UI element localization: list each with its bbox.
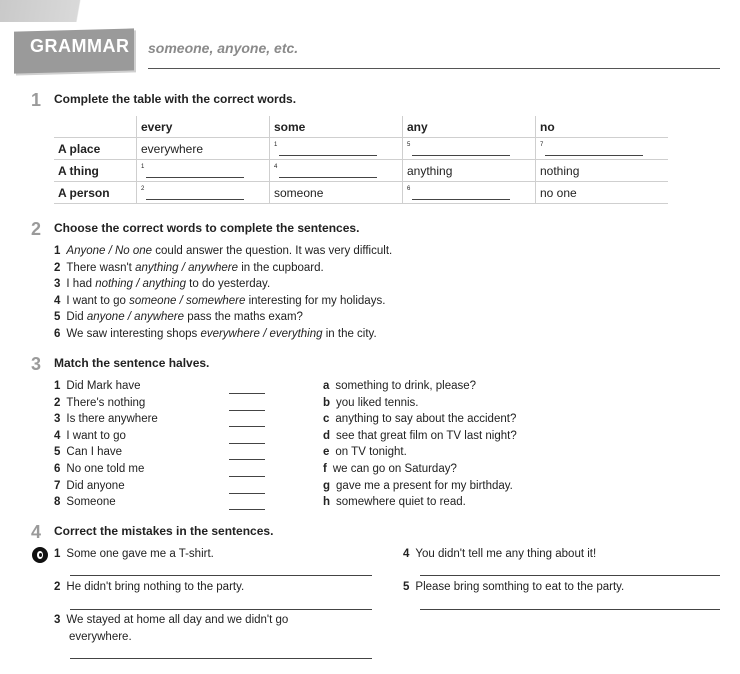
list-item xyxy=(54,446,122,458)
item-letter: f xyxy=(323,463,327,475)
list-item xyxy=(54,548,214,560)
sentence-start: There's nothing xyxy=(66,397,146,409)
list-item xyxy=(54,278,270,290)
item-number: 8 xyxy=(54,496,61,508)
list-item xyxy=(323,496,466,508)
answer-line[interactable] xyxy=(420,609,720,610)
item-text-after: could answer the question. It was very difficult. xyxy=(152,245,393,257)
item-number: 5 xyxy=(403,581,410,593)
match-blank[interactable] xyxy=(229,443,265,444)
item-number: 4 xyxy=(403,548,410,560)
gap-cell[interactable] xyxy=(403,182,536,204)
match-blank[interactable] xyxy=(229,426,265,427)
item-number: 5 xyxy=(54,311,61,323)
table-cell: no one xyxy=(536,182,669,204)
item-number: 7 xyxy=(54,480,61,492)
row-label: A thing xyxy=(54,160,137,182)
answer-line[interactable] xyxy=(70,575,372,576)
gap-cell[interactable] xyxy=(137,160,270,182)
exercise-2-title: Choose the correct words to complete the sentences. xyxy=(54,221,360,235)
list-item xyxy=(323,413,516,425)
col-no: no xyxy=(536,116,669,138)
item-letter: b xyxy=(323,397,331,409)
list-item xyxy=(54,380,141,392)
item-letter: h xyxy=(323,496,331,508)
choice-options[interactable]: anyone / anywhere xyxy=(86,311,185,323)
choice-options[interactable]: everywhere / everything xyxy=(200,328,323,340)
sentence-start: Is there anywhere xyxy=(66,413,158,425)
list-item xyxy=(323,480,513,492)
answer-line[interactable] xyxy=(70,658,372,659)
gap-cell[interactable] xyxy=(270,160,403,182)
sentence-start: Did anyone xyxy=(66,480,125,492)
sentence-end: on TV tonight. xyxy=(335,446,407,458)
item-text-after: interesting for my holidays. xyxy=(245,295,386,307)
sentence-end: something to drink, please? xyxy=(335,380,477,392)
sentence-text: Please bring somthing to eat to the party. xyxy=(415,581,625,593)
gap-number: 1 xyxy=(274,141,278,148)
sentence-text: We stayed at home all day and we didn't go xyxy=(66,614,289,626)
match-blank[interactable] xyxy=(229,459,265,460)
item-number: 6 xyxy=(54,463,61,475)
answer-blank[interactable] xyxy=(146,189,244,200)
item-text-before: There wasn't xyxy=(66,262,136,274)
table-cell: everywhere xyxy=(137,138,270,160)
sentence-end: anything to say about the accident? xyxy=(335,413,517,425)
gap-number: 4 xyxy=(274,163,278,170)
list-item xyxy=(54,295,385,307)
choice-options[interactable]: anything / anywhere xyxy=(135,262,239,274)
sentence-start: Can I have xyxy=(66,446,123,458)
item-number: 3 xyxy=(54,413,61,425)
sentence-text: You didn't tell me any thing about it! xyxy=(415,548,597,560)
list-item xyxy=(323,463,457,475)
choice-options[interactable]: someone / somewhere xyxy=(129,295,246,307)
choice-options[interactable]: Anyone / No one xyxy=(66,245,153,257)
list-item xyxy=(323,430,517,442)
table-row xyxy=(54,182,668,204)
word-table xyxy=(54,116,668,204)
gap-number: 7 xyxy=(540,141,544,148)
answer-blank[interactable] xyxy=(412,189,510,200)
list-item xyxy=(54,480,125,492)
list-item xyxy=(403,548,596,560)
item-number: 1 xyxy=(54,548,61,560)
item-letter: c xyxy=(323,413,330,425)
answer-blank[interactable] xyxy=(279,145,377,156)
answer-blank[interactable] xyxy=(279,167,377,178)
gap-number: 5 xyxy=(407,141,411,148)
gap-cell[interactable] xyxy=(137,182,270,204)
col-any: any xyxy=(403,116,536,138)
gap-number: 2 xyxy=(141,185,145,192)
sentence-start: I want to go xyxy=(66,430,126,442)
match-blank[interactable] xyxy=(229,476,265,477)
list-item xyxy=(54,262,324,274)
answer-line[interactable] xyxy=(420,575,720,576)
table-header-row xyxy=(54,116,668,138)
item-number: 5 xyxy=(54,446,61,458)
list-item xyxy=(323,397,419,409)
answer-blank[interactable] xyxy=(146,167,244,178)
sentence-continuation: everywhere. xyxy=(69,631,132,643)
list-item xyxy=(54,311,303,323)
list-item xyxy=(54,397,145,409)
item-number: 4 xyxy=(54,430,61,442)
table-cell: anything xyxy=(403,160,536,182)
answer-line[interactable] xyxy=(70,609,372,610)
list-item xyxy=(54,496,116,508)
list-item xyxy=(323,446,407,458)
item-letter: e xyxy=(323,446,330,458)
exercise-4-number: 4 xyxy=(31,522,42,542)
sentence-start: Did Mark have xyxy=(66,380,141,392)
col-every: every xyxy=(137,116,270,138)
sentence-end: gave me a present for my birthday. xyxy=(336,480,513,492)
item-number: 2 xyxy=(54,262,61,274)
item-letter: d xyxy=(323,430,331,442)
exercise-4-title: Correct the mistakes in the sentences. xyxy=(54,524,274,538)
page-corner-shade xyxy=(0,0,110,22)
match-blank[interactable] xyxy=(229,493,265,494)
list-item xyxy=(54,245,392,257)
table-cell: someone xyxy=(270,182,403,204)
item-number: 1 xyxy=(54,380,61,392)
answer-blank[interactable] xyxy=(412,145,510,156)
sentence-end: you liked tennis. xyxy=(336,397,419,409)
match-blank[interactable] xyxy=(229,393,265,394)
item-number: 2 xyxy=(54,581,61,593)
item-number: 4 xyxy=(54,295,61,307)
choice-options[interactable]: nothing / anything xyxy=(95,278,186,290)
section-label: GRAMMAR xyxy=(30,36,130,56)
answer-blank[interactable] xyxy=(545,145,643,156)
sentence-text: He didn't bring nothing to the party. xyxy=(66,581,245,593)
item-text-before: We saw interesting shops xyxy=(66,328,201,340)
sentence-start: Someone xyxy=(66,496,116,508)
list-item xyxy=(323,380,476,392)
item-text-before: I want to go xyxy=(66,295,130,307)
match-blank[interactable] xyxy=(229,410,265,411)
item-number: 3 xyxy=(54,278,61,290)
list-item xyxy=(54,614,288,626)
row-label: A person xyxy=(54,182,137,204)
table-row xyxy=(54,138,668,160)
topic-underline xyxy=(148,68,720,69)
list-item xyxy=(54,581,244,593)
sentence-text: Some one gave me a T-shirt. xyxy=(66,548,214,560)
gap-cell[interactable] xyxy=(270,138,403,160)
list-item xyxy=(54,328,377,340)
list-item xyxy=(403,581,624,593)
list-item xyxy=(54,430,126,442)
item-number: 1 xyxy=(54,245,61,257)
item-text-after: in the city. xyxy=(322,328,377,340)
item-number: 6 xyxy=(54,328,61,340)
row-label: A place xyxy=(54,138,137,160)
item-number: 3 xyxy=(54,614,61,626)
exercise-1-number: 1 xyxy=(31,90,42,110)
sentence-end: somewhere quiet to read. xyxy=(336,496,466,508)
example-eye-icon xyxy=(32,547,48,563)
exercise-1-title: Complete the table with the correct words. xyxy=(54,92,297,106)
item-text-before: I had xyxy=(66,278,96,290)
sentence-end: see that great film on TV last night? xyxy=(336,430,517,442)
gap-number: 1 xyxy=(141,163,145,170)
exercise-3-title: Match the sentence halves. xyxy=(54,356,210,370)
exercise-3-number: 3 xyxy=(31,354,42,374)
item-letter: a xyxy=(323,380,330,392)
table-corner xyxy=(54,116,137,138)
topic-title: someone, anyone, etc. xyxy=(148,40,299,56)
col-some: some xyxy=(270,116,403,138)
item-text-before: Did xyxy=(66,311,87,323)
gap-cell[interactable] xyxy=(403,138,536,160)
exercise-2-number: 2 xyxy=(31,219,42,239)
gap-number: 6 xyxy=(407,185,411,192)
item-letter: g xyxy=(323,480,331,492)
item-text-after: pass the maths exam? xyxy=(184,311,303,323)
list-item xyxy=(54,413,158,425)
match-blank[interactable] xyxy=(229,509,265,510)
table-row xyxy=(54,160,668,182)
item-number: 2 xyxy=(54,397,61,409)
item-text-after: in the cupboard. xyxy=(238,262,324,274)
list-item xyxy=(54,463,144,475)
gap-cell[interactable] xyxy=(536,138,669,160)
sentence-start: No one told me xyxy=(66,463,145,475)
table-cell: nothing xyxy=(536,160,669,182)
sentence-end: we can go on Saturday? xyxy=(332,463,457,475)
item-text-after: to do yesterday. xyxy=(185,278,271,290)
